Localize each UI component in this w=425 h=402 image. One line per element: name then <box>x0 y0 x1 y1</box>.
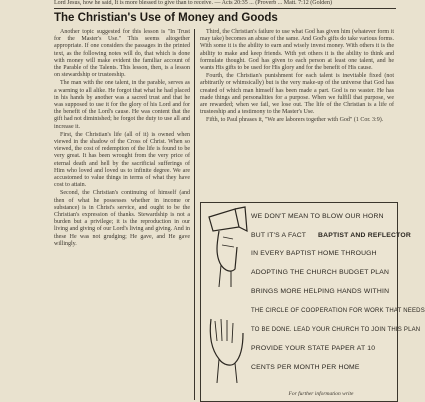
paragraph: Another topic suggested for this lesson is "In Trust for the Master's Use." This seems altogether appropriate. If one considers the passages in the printed text, as the following notes will do, that which is done with money will make evident the familiar account of the Parable of the Talents. This lesson, then, is a lesson on stewardship or trusteeship. <box>54 29 190 79</box>
ad-line: TO BE DONE. LEAD YOUR CHURCH TO JOIN THIS PLAN <box>251 327 421 333</box>
article-column-right <box>200 29 394 197</box>
column-divider <box>194 29 195 400</box>
ad-line: PROVIDE YOUR STATE PAPER AT 10 <box>251 345 376 352</box>
scripture-reference-line: Lord Jesus, how he said, It is more blessed to give than to receive. — Acts 20:35 ... (Proverb ... Matt. 7:12 (Golden) <box>54 0 332 6</box>
paragraph: First, the Christian's life (all of it) is owned when viewed in the shadow of the Cross of Christ. When so viewed, the cost of redemption of the life is found to be very great. It has been wrought from the very price of eternal death and hell by the sacrificial sufferings of Him who loved and loved us to infinite degree. We are accustomed to value things in terms of what they have cost to attain. <box>54 131 190 189</box>
paragraph: Fourth, the Christian's punishment for each talent is inevitable fixed (not arbitrarily or whimsically) but is the very make-up of the universe that God has created of which man himself has been made a part. God is no waster. He has made things and personalities for a purpose. When we fulfill that purpose, we are rewarded; when we fail, we lose out. The life of the Christian is a life of trusteeship and a testimony to the Master's Use. <box>200 73 394 116</box>
ad-line: THE CIRCLE OF COOPERATION FOR WORK THAT NEEDS <box>251 308 425 314</box>
ad-line: BRINGS MORE HELPING HANDS WITHIN <box>251 288 390 295</box>
ad-brand-name: BAPTIST AND REFLECTOR <box>318 232 411 239</box>
baptist-reflector-advertisement <box>200 202 425 402</box>
open-hands-icon <box>205 315 249 385</box>
header-rule <box>54 8 396 9</box>
ad-line: CENTS PER MONTH PER HOME <box>251 364 360 371</box>
ad-line: ADOPTING THE CHURCH BUDGET PLAN <box>251 269 390 276</box>
paragraph: The man with the one talent, in the parable, serves as a warning to all alike. He forgot that what he had placed in his hands by another was a sacred trust and that he was supposed to use it for the glory of his Lord and for the benefit of the Lord's cause. He was content that the gift had not diminished; he forgot the duty to use all and increase it. <box>54 80 190 130</box>
article-column-left <box>54 29 190 400</box>
paragraph: Second, the Christian's continuing of himself (and then of what he possesses whether in income or substance) is in Christ's service, and ought to be the Christian's expression of thanks. Stewardship is not a burden but a privilege; it is the reproduction in our living and giving of our Lord's living and giving. And in these He was not grudging; He gave, and He gave willingly. <box>54 190 190 247</box>
megaphone-hand-icon <box>205 207 249 289</box>
ad-footer-note: For further information write <box>288 391 354 397</box>
paragraph: Third, the Christian's failure to use what God has given him (whatever form it may take) becomes an abuse of the same. And God's gifts do take various forms. With some it is the ability to earn and wisely invest money. With others it is the ability to make and keep friends. With yet others it is the ability to think and formulate thought. God has given to each person at least one talent, and he wants His gifts to be used for His glory and for the benefit of His cause. <box>200 29 394 72</box>
ad-line: BUT IT'S A FACT <box>251 232 307 239</box>
ad-line: IN EVERY BAPTIST HOME THROUGH <box>251 250 377 257</box>
ad-line: WE DON'T MEAN TO BLOW OUR HORN <box>251 213 384 220</box>
paragraph: Fifth, to Paul phrases it, "We are laborers together with God" (1 Cor. 3:9). <box>206 117 384 124</box>
article-title: The Christian's Use of Money and Goods <box>54 12 278 24</box>
